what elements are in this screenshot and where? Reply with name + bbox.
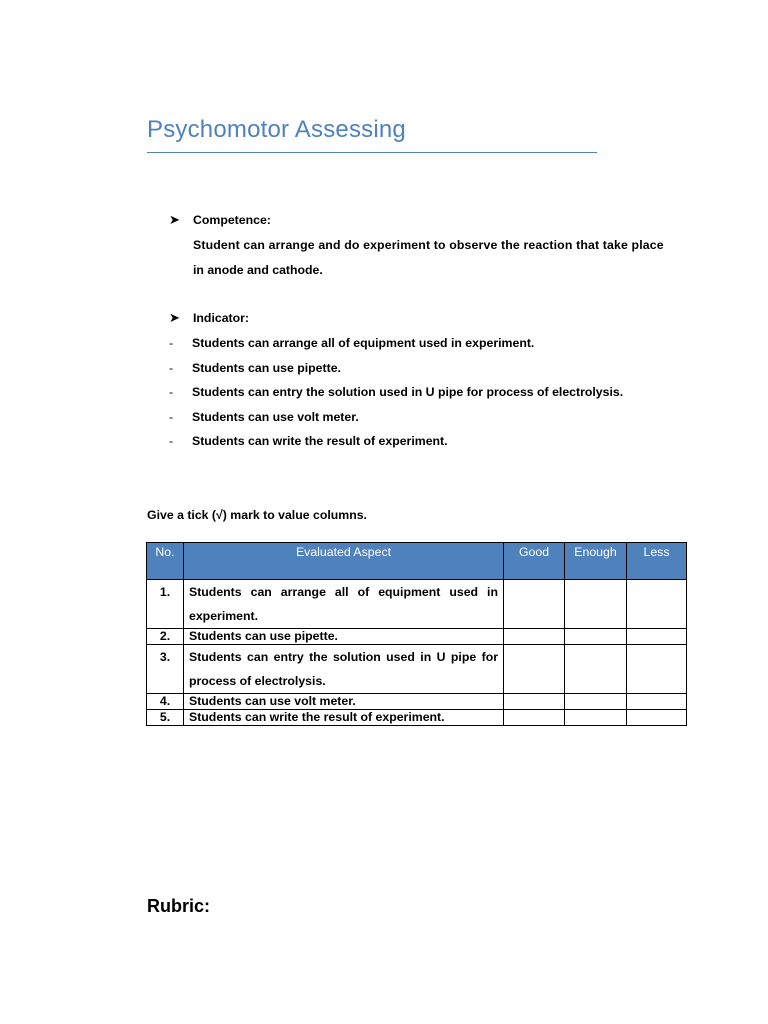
- header-evaluated-aspect: Evaluated Aspect: [184, 543, 504, 580]
- table-row: [147, 629, 687, 645]
- less-cell[interactable]: [627, 710, 687, 726]
- indicator-item: Students can use volt meter.: [192, 410, 359, 424]
- arrow-bullet-icon: ➤: [169, 212, 180, 227]
- row-aspect: Students can use volt meter.: [184, 694, 504, 710]
- arrow-bullet-icon: ➤: [169, 310, 180, 325]
- less-cell[interactable]: [627, 580, 687, 629]
- row-aspect: Students can entry the solution used in U pipe for process of electrolysis.: [184, 645, 504, 694]
- enough-cell[interactable]: [565, 645, 627, 694]
- title-underline: [147, 152, 597, 153]
- indicator-item: Students can write the result of experiment.: [192, 434, 448, 448]
- rubric-heading: Rubric:: [147, 896, 210, 916]
- less-cell[interactable]: [627, 645, 687, 694]
- enough-cell[interactable]: [565, 580, 627, 629]
- row-number: 1.: [147, 580, 184, 629]
- dash-bullet: -: [169, 410, 174, 424]
- good-cell[interactable]: [504, 645, 565, 694]
- table-row: [147, 710, 687, 726]
- table-row: [147, 580, 687, 629]
- table-header-row: [147, 543, 687, 580]
- enough-cell[interactable]: [565, 710, 627, 726]
- competence-heading: Competence:: [193, 213, 271, 227]
- dash-bullet: -: [169, 336, 174, 350]
- indicator-item: Students can arrange all of equipment used in experiment.: [192, 336, 535, 350]
- instruction-text: Give a tick (√) mark to value columns.: [147, 508, 367, 522]
- header-less: Less: [627, 543, 687, 580]
- good-cell[interactable]: [504, 629, 565, 645]
- enough-cell[interactable]: [565, 629, 627, 645]
- row-number: 3.: [147, 645, 184, 694]
- dash-bullet: -: [169, 361, 174, 375]
- assessment-table: [146, 542, 687, 726]
- indicator-heading: Indicator:: [193, 311, 250, 325]
- dash-bullet: -: [169, 385, 174, 399]
- table-row: [147, 694, 687, 710]
- less-cell[interactable]: [627, 694, 687, 710]
- good-cell[interactable]: [504, 580, 565, 629]
- header-good: Good: [504, 543, 565, 580]
- less-cell[interactable]: [627, 629, 687, 645]
- row-aspect: Students can write the result of experiment.: [184, 710, 504, 726]
- table-row: [147, 645, 687, 694]
- row-number: 5.: [147, 710, 184, 726]
- header-enough: Enough: [565, 543, 627, 580]
- competence-text-line1: Student can arrange and do experiment to observe the reaction that take place: [193, 238, 664, 252]
- dash-bullet: -: [169, 434, 174, 448]
- enough-cell[interactable]: [565, 694, 627, 710]
- row-aspect: Students can arrange all of equipment used in experiment.: [184, 580, 504, 629]
- indicator-item: Students can use pipette.: [192, 361, 341, 375]
- competence-text-line2: in anode and cathode.: [193, 263, 323, 277]
- page-title: Psychomotor Assessing: [147, 116, 406, 143]
- row-number: 2.: [147, 629, 184, 645]
- row-number: 4.: [147, 694, 184, 710]
- indicator-item: Students can entry the solution used in U pipe for process of electrolysis.: [192, 385, 624, 399]
- good-cell[interactable]: [504, 694, 565, 710]
- row-aspect: Students can use pipette.: [184, 629, 504, 645]
- header-no: No.: [147, 543, 184, 580]
- good-cell[interactable]: [504, 710, 565, 726]
